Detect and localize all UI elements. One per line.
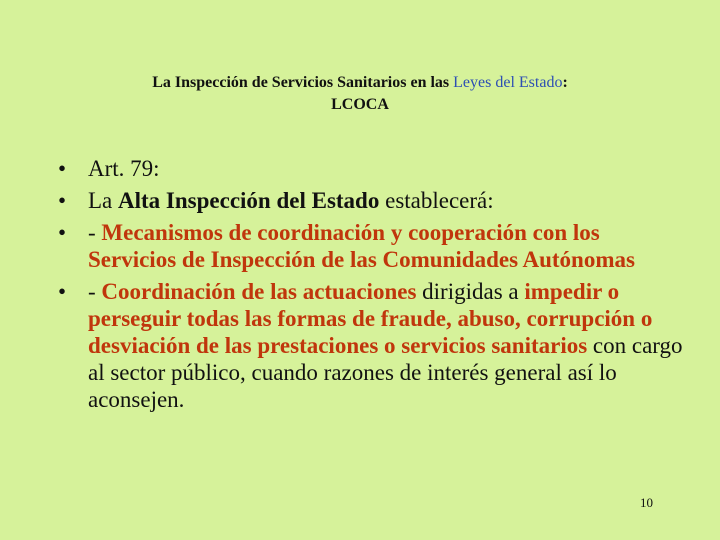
bullet-suffix: establecerá: — [379, 188, 494, 213]
bullet-red-text-2: impedir o perseguir todas las formas de fraude, abuso, corrupción o desviación de las prestaciones o servicios sanitarios — [88, 279, 653, 358]
title-text-part1: La Inspección de Servicios Sanitarios en las — [152, 74, 454, 91]
bullet-red-text: Mecanismos de coordinación y cooperación con los Servicios de Inspección de las Comunidades Autónomas — [88, 220, 635, 272]
bullet-prefix: - — [88, 279, 102, 304]
bullet-prefix: - — [88, 220, 102, 245]
slide-title — [0, 72, 720, 116]
bullet-dot-icon: • — [58, 220, 67, 245]
page-number: 10 — [640, 495, 653, 510]
bullet-dot-icon: • — [58, 188, 67, 213]
bullet-text: Art. 79: — [88, 156, 160, 181]
bullet-mid-text: dirigidas a — [416, 279, 525, 304]
bullet-bold: Alta Inspección del Estado — [118, 188, 380, 213]
bullet-list — [58, 155, 688, 418]
bullet-item — [58, 278, 688, 413]
title-highlight: Leyes del Estado — [453, 74, 563, 91]
bullet-dot-icon: • — [58, 156, 67, 181]
bullet-dot-icon: • — [58, 279, 67, 304]
bullet-prefix: La — [88, 188, 119, 213]
bullet-item — [58, 187, 688, 214]
title-line2: LCOCA — [331, 96, 389, 113]
bullet-item — [58, 219, 688, 273]
bullet-item — [58, 155, 688, 182]
bullet-tail-text: con cargo al sector público, cuando razones de interés general así lo aconsejen. — [88, 333, 683, 412]
bullet-red-text-1: Coordinación de las actuaciones — [101, 279, 417, 304]
title-text-part2: : — [562, 74, 568, 91]
